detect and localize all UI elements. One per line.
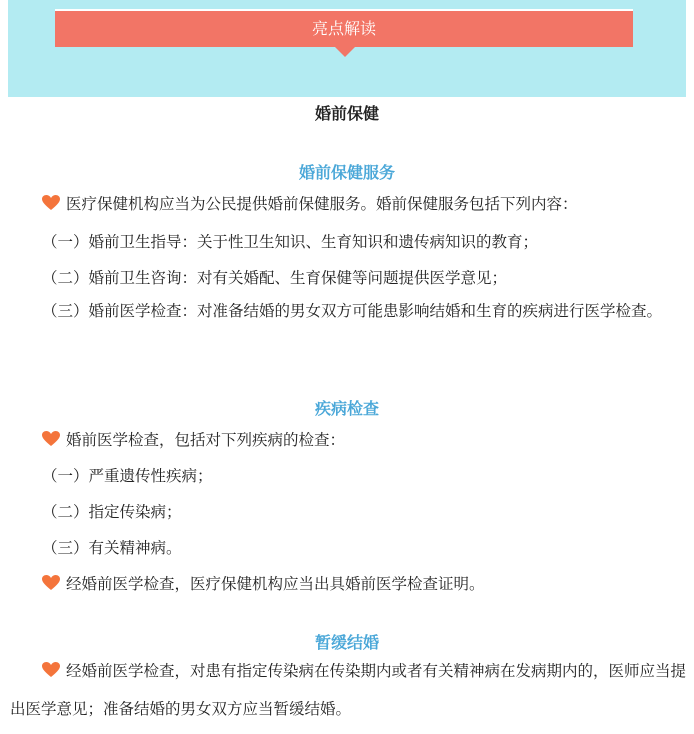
list-item: （二）指定传染病；	[42, 503, 182, 521]
list-item: （三）婚前医学检查：对准备结婚的男女双方可能患影响结婚和生育的疾病进行医学检查。	[42, 302, 663, 320]
banner-pointer	[335, 47, 355, 57]
heart-icon	[42, 662, 60, 678]
intro-text: 医疗保健机构应当为公民提供婚前保健服务。婚前保健服务包括下列内容：	[66, 195, 578, 213]
section-intro	[42, 192, 578, 214]
intro-text: 经婚前医学检查，对患有指定传染病在传染期内或者有关精神病在发病期内的，医师应当提出医学意见；准备结婚的男女双方应当暂缓结婚。	[10, 662, 687, 718]
list-item: （一）婚前卫生指导：关于性卫生知识、生育知识和遗传病知识的教育；	[42, 233, 539, 251]
section-heading-disease-check: 疾病检查	[314, 399, 379, 418]
section-intro	[10, 652, 686, 728]
note-text: 经婚前医学检查，医疗保健机构应当出具婚前医学检查证明。	[66, 575, 485, 593]
heart-icon	[42, 431, 60, 447]
heart-icon	[42, 575, 60, 591]
section-intro	[42, 428, 345, 450]
heart-icon	[42, 195, 60, 211]
page-title: 婚前保健	[314, 104, 379, 123]
section-heading-postpone-marriage: 暂缓结婚	[314, 633, 379, 652]
list-item: （一）严重遗传性疾病；	[42, 467, 213, 485]
section-heading-premarital-service: 婚前保健服务	[298, 163, 395, 182]
banner-tab: 亮点解读	[55, 9, 633, 47]
header-banner	[8, 0, 686, 97]
list-item: （二）婚前卫生咨询：对有关婚配、生育保健等问题提供医学意见；	[42, 269, 508, 287]
intro-text: 婚前医学检查，包括对下列疾病的检查：	[66, 431, 346, 449]
list-item: （三）有关精神病。	[42, 539, 182, 557]
section-note	[42, 572, 485, 594]
